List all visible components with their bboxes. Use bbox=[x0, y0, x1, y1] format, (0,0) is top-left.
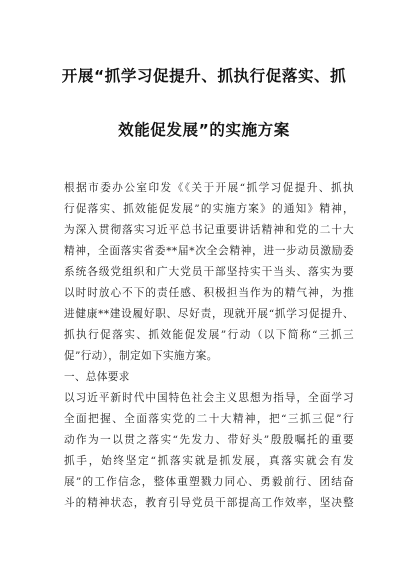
body-line: 促”行动），制定如下实施方案。 bbox=[64, 350, 218, 362]
body-line: 根据市委办公室印发《《关于开展“抓学习促提升、抓执 bbox=[64, 182, 354, 194]
body-line: 以习近平新时代中国特色社会主义思想为指导，全面学习 bbox=[64, 392, 354, 404]
body-line: 行促落实、抓效能促发展”的实施方案》的通知》精神， bbox=[64, 203, 354, 215]
body-line: 全面把握、全面落实党的二十大精神，把“三抓三促”行 bbox=[64, 413, 354, 425]
body-line: 抓执行促落实、抓效能促发展”行动（以下简称“三抓三 bbox=[64, 329, 354, 341]
body-line: 抓手，始终坚定“抓落实就是抓发展，真落实就会有发 bbox=[64, 455, 354, 467]
body-line: 展”的工作信念，整体重塑戮力同心、勇毅前行、团结奋 bbox=[64, 476, 354, 488]
document-title-line-1: 开展“抓学习促提升、抓执行促落实、抓 bbox=[61, 67, 347, 85]
body-line: 以时时放心不下的责任感、积极担当作为的精气神，为推 bbox=[64, 287, 354, 299]
body-line: 为深入贯彻落实习近平总书记重要讲话精神和党的二十大 bbox=[64, 224, 354, 236]
body-line: 斗的精神状态，教育引导党员干部提高工作效率，坚决整 bbox=[64, 497, 354, 509]
section-heading: 一、总体要求 bbox=[64, 371, 130, 383]
body-line: 精神，全面落实省委**届*次全会精神，进一步动员激励委 bbox=[64, 245, 354, 257]
body-line: 动作为一以贯之落实“先发力、带好头”殷殷嘱托的重要 bbox=[64, 434, 354, 446]
body-line: 进健康**建设履好职、尽好责，现就开展“抓学习促提升、 bbox=[64, 308, 354, 320]
document-title-line-2: 效能促发展”的实施方案 bbox=[118, 121, 290, 139]
body-line: 系统各级党组织和广大党员干部坚持实干当头、落实为要 bbox=[64, 266, 354, 278]
